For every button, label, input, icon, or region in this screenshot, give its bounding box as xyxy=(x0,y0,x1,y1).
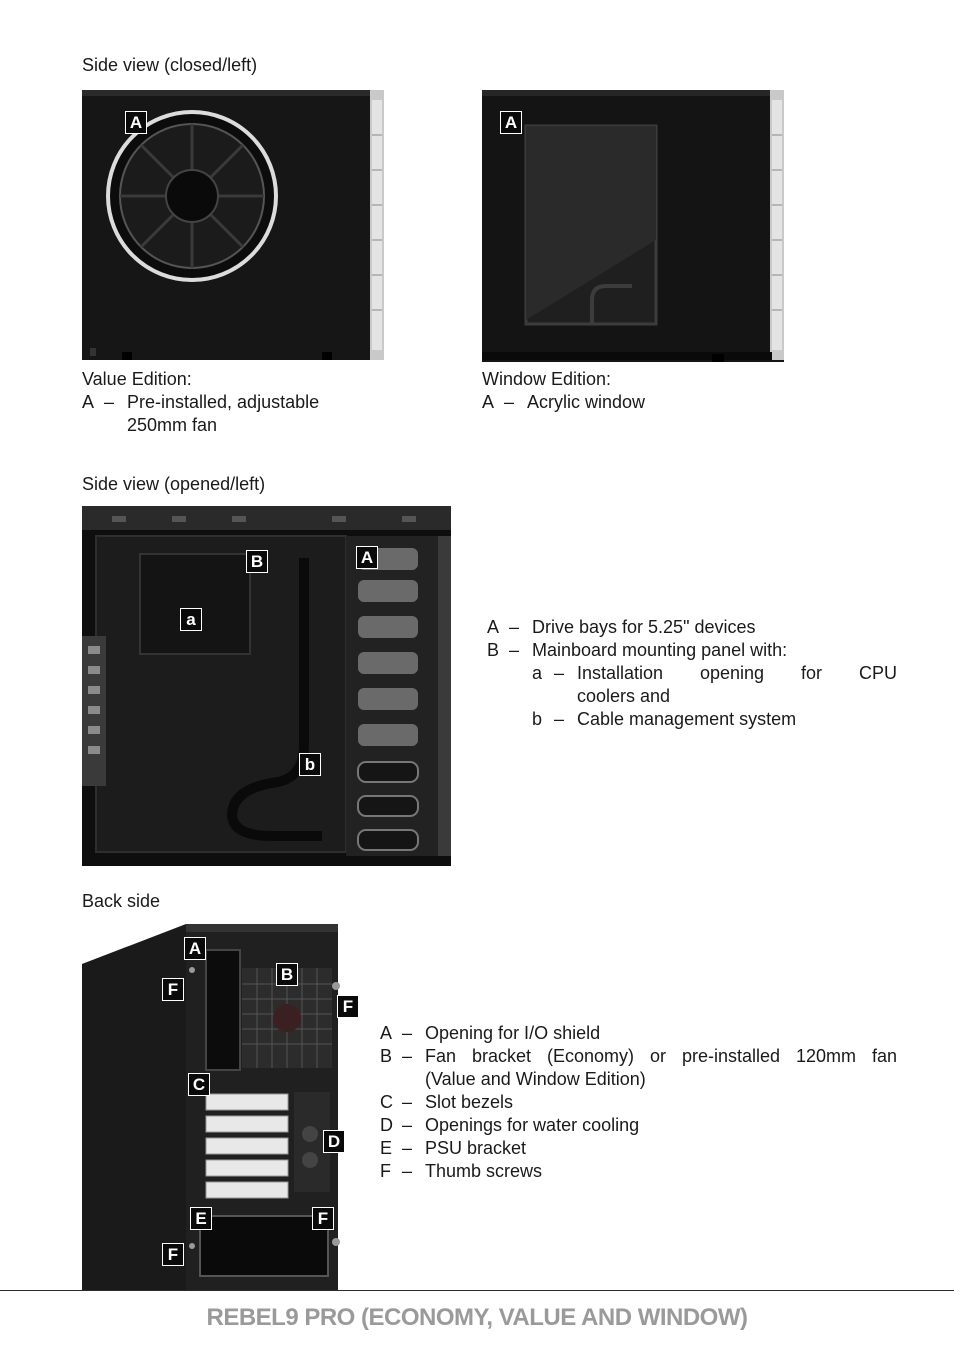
marker-A-io-shield: A xyxy=(184,937,206,960)
list-item: D – Openings for water cooling xyxy=(380,1115,640,1135)
footer-divider xyxy=(0,1290,954,1291)
marker-A-value-edition: A xyxy=(125,111,147,134)
list-item: A – Acrylic window xyxy=(482,392,646,412)
list-item: B – Mainboard mounting panel with: xyxy=(487,640,788,660)
marker-a-cpu-opening: a xyxy=(180,608,202,631)
section-heading-back: Back side xyxy=(82,891,161,911)
list-subitem: a – Installation opening for CPU coolers and xyxy=(532,663,897,706)
list-item: A – Drive bays for 5.25" devices xyxy=(487,617,756,637)
back-side-photo xyxy=(82,924,352,1290)
marker-C-slot-bezels: C xyxy=(188,1073,210,1096)
marker-F-thumb-screw-bottom-left: F xyxy=(162,1243,184,1266)
marker-b-cable-management: b xyxy=(299,753,321,776)
window-edition-title: Window Edition: xyxy=(482,369,612,389)
list-item: B – Fan bracket (Economy) or pre-installed 120mm fan (Value and Window Edition) xyxy=(380,1046,897,1089)
marker-B-mainboard-panel: B xyxy=(246,550,268,573)
list-item: E – PSU bracket xyxy=(380,1138,527,1158)
marker-F-thumb-screw-top-left: F xyxy=(162,978,184,1001)
section-heading-closed: Side view (closed/left) xyxy=(82,55,258,75)
list-item: C – Slot bezels xyxy=(380,1092,514,1112)
marker-F-thumb-screw-top-right: F xyxy=(337,995,359,1018)
marker-A-drive-bays: A xyxy=(356,546,378,569)
back-side-legend xyxy=(380,1022,897,1183)
footer-title: REBEL9 PRO (ECONOMY, VALUE AND WINDOW) xyxy=(206,1304,748,1331)
section-heading-opened: Side view (opened/left) xyxy=(82,474,266,494)
marker-B-fan-bracket: B xyxy=(276,963,298,986)
list-subitem: b – Cable management system xyxy=(532,709,797,729)
opened-side-legend xyxy=(487,616,897,731)
list-item: A – Pre-installed, adjustable 250mm fan xyxy=(82,392,320,435)
marker-F-thumb-screw-bottom-right: F xyxy=(312,1207,334,1230)
marker-A-window-edition: A xyxy=(500,111,522,134)
value-edition-title: Value Edition: xyxy=(82,369,192,389)
window-edition-caption xyxy=(482,368,812,414)
list-item: A – Opening for I/O shield xyxy=(380,1023,601,1043)
window-edition-photo xyxy=(482,90,784,362)
marker-E-psu-bracket: E xyxy=(190,1207,212,1230)
value-edition-caption xyxy=(82,368,412,437)
marker-D-water-cooling: D xyxy=(323,1130,345,1153)
list-item: F – Thumb screws xyxy=(380,1161,543,1181)
